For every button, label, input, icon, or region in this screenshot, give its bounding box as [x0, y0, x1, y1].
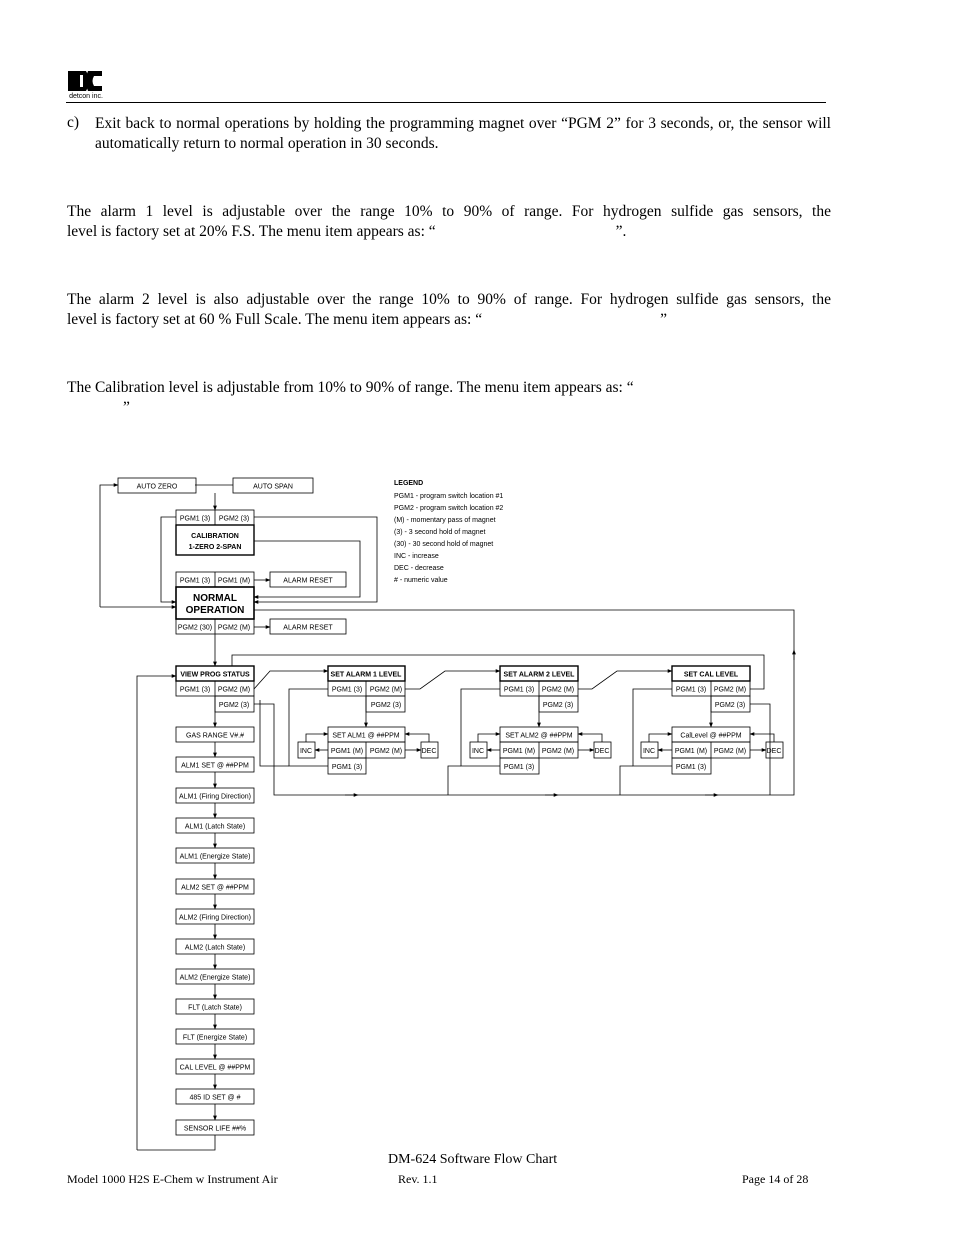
legend-item: DEC - decrease [394, 565, 444, 572]
set-alm1-label: SET ALM1 @ ##PPM [332, 732, 400, 740]
figure-caption: DM-624 Software Flow Chart [388, 1152, 558, 1167]
sc-pgm2-3-label: PGM2 (3) [714, 702, 746, 709]
sa2-pgm2-m-label: PGM2 (M) [541, 686, 575, 694]
set-alarm1-label: SET ALARM 1 LEVEL [330, 671, 402, 679]
status-item-label: ALM2 (Latch State) [184, 944, 246, 952]
status-item-label: FLT (Latch State) [188, 1004, 242, 1012]
sa2-pgm1-3-label: PGM1 (3) [503, 764, 535, 771]
sa1-dec-label: DEC [421, 748, 437, 755]
status-item-label: SENSOR LIFE ##% [183, 1125, 247, 1133]
vps-pgm2-m-label: PGM2 (M) [217, 686, 251, 694]
status-item-label: ALM1 (Firing Direction) [179, 793, 251, 801]
cal-pgm2-label: PGM2 (3) [218, 515, 250, 523]
sa1-pgm2-3-label: PGM2 (3) [370, 702, 402, 709]
status-item-label: ALM1 (Latch State) [184, 823, 246, 831]
sa2-pgm1-label: PGM1 (3) [503, 686, 535, 694]
auto-span-label: AUTO SPAN [253, 483, 293, 491]
cal-quote-end: ” [123, 399, 130, 416]
paragraph-cal-line1: The Calibration level is adjustable from 10% to 90% of range. The menu item appears as: “ [67, 379, 634, 396]
sc-pgm2-m-label-2: PGM2 (M) [713, 748, 747, 755]
sa1-inc-label: INC [299, 748, 313, 755]
footer-left: Model 1000 H2S E-Chem w Instrument Air [67, 1172, 278, 1186]
sa1-pgm2-m-label-2: PGM2 (M) [369, 748, 403, 755]
status-list [137, 727, 254, 1150]
normal-pgm2-30-label: PGM2 (30) [177, 624, 213, 632]
sc-pgm2-m-label: PGM2 (M) [713, 686, 747, 694]
normal-pgm2-m-label: PGM2 (M) [217, 624, 251, 632]
normal-label-2: OPERATION [185, 605, 245, 616]
sa2-inc-label: INC [471, 748, 485, 755]
legend-title: LEGEND [394, 480, 424, 487]
set-cal-label: SET CAL LEVEL [683, 671, 739, 679]
list-marker: c) [67, 114, 80, 131]
logo-text: detcon inc. [69, 93, 103, 100]
status-item-label: CAL LEVEL @ ##PPM [179, 1064, 251, 1072]
footer-center: Rev. 1.1 [398, 1172, 438, 1186]
cal-pgm1-label: PGM1 (3) [179, 515, 211, 523]
legend-item: # - numeric value [394, 577, 448, 584]
calibration-label-1: CALIBRATION [191, 533, 239, 540]
status-item-label: 485 ID SET @ # [189, 1094, 241, 1102]
auto-zero-label: AUTO ZERO [136, 483, 178, 491]
alarm2-text: level is factory set at 60 % Full Scale. The menu item appears as: “ [67, 311, 483, 328]
legend-item: PGM2 - program switch location #2 [394, 505, 504, 512]
sc-pgm1-label: PGM1 (3) [675, 686, 707, 694]
status-item-label: ALM1 (Energize State) [179, 853, 251, 861]
legend-item: (30) - 30 second hold of magnet [394, 541, 494, 548]
sa2-pgm2-m-label-2: PGM2 (M) [541, 748, 575, 755]
normal-pgm1-3-label: PGM1 (3) [179, 577, 211, 585]
legend-item: INC - increase [394, 553, 439, 560]
sc-inc-label: INC [642, 748, 656, 755]
legend-item: (3) - 3 second hold of magnet [394, 529, 486, 536]
set-alarm2-label: SET ALARM 2 LEVEL [503, 671, 575, 679]
calibration-label-2: 1-ZERO 2-SPAN [188, 544, 242, 551]
paragraph-alarm1-line1: The alarm 1 level is adjustable over the range 10% to 90% of range. For hydrogen sulfide gas sensors, the [67, 203, 831, 220]
status-item-label: ALM1 SET @ ##PPM [181, 762, 249, 770]
sc-dec-label: DEC [766, 748, 782, 755]
sa1-pgm1-label: PGM1 (3) [331, 686, 363, 694]
alarm1-text: level is factory set at 20% F.S. The menu item appears as: “ [67, 223, 436, 240]
sc-pgm1-3-label: PGM1 (3) [675, 764, 707, 771]
sa2-pgm1-m-label: PGM1 (M) [502, 748, 536, 755]
sa1-pgm1-3-label: PGM1 (3) [331, 764, 363, 771]
status-item-label: ALM2 (Energize State) [179, 974, 251, 982]
alarm2-quote-end: ” [660, 311, 667, 328]
alarm-reset-label-2: ALARM RESET [283, 624, 333, 632]
sa1-pgm2-m-label: PGM2 (M) [369, 686, 403, 694]
cal-level-set-label: CalLevel @ ##PPM [680, 732, 742, 740]
paragraph-exit: Exit back to normal operations by holding the programming magnet over “PGM 2” for 3 seconds, or, the sensor will automatically return to normal operation in 30 seconds. [95, 115, 831, 152]
status-item-label: GAS RANGE V#.# [186, 732, 244, 740]
sc-pgm1-m-label: PGM1 (M) [674, 748, 708, 755]
status-item-label: FLT (Energize State) [182, 1034, 248, 1042]
sa2-dec-label: DEC [594, 748, 610, 755]
paragraph-alarm2-line1: The alarm 2 level is also adjustable over the range 10% to 90% of range. For hydrogen sulfide gas sensors, the [67, 291, 831, 308]
normal-pgm1-m-label: PGM1 (M) [217, 577, 251, 585]
normal-label-1: NORMAL [193, 593, 237, 604]
alarm-reset-label-1: ALARM RESET [283, 577, 333, 585]
legend-item: PGM1 - program switch location #1 [394, 493, 504, 500]
vps-pgm2-3-label: PGM2 (3) [218, 702, 250, 709]
sa1-pgm1-m-label: PGM1 (M) [330, 748, 364, 755]
vps-pgm1-label: PGM1 (3) [179, 686, 211, 694]
set-alm2-label: SET ALM2 @ ##PPM [505, 732, 573, 740]
view-prog-status-label: VIEW PROG STATUS [180, 671, 250, 679]
status-item-label: ALM2 SET @ ##PPM [181, 884, 249, 892]
alarm1-quote-end: ”. [615, 223, 627, 240]
status-item-label: ALM2 (Firing Direction) [179, 914, 251, 922]
sa2-pgm2-3-label: PGM2 (3) [542, 702, 574, 709]
legend-item: (M) - momentary pass of magnet [394, 517, 496, 524]
footer-right: Page 14 of 28 [742, 1172, 809, 1186]
